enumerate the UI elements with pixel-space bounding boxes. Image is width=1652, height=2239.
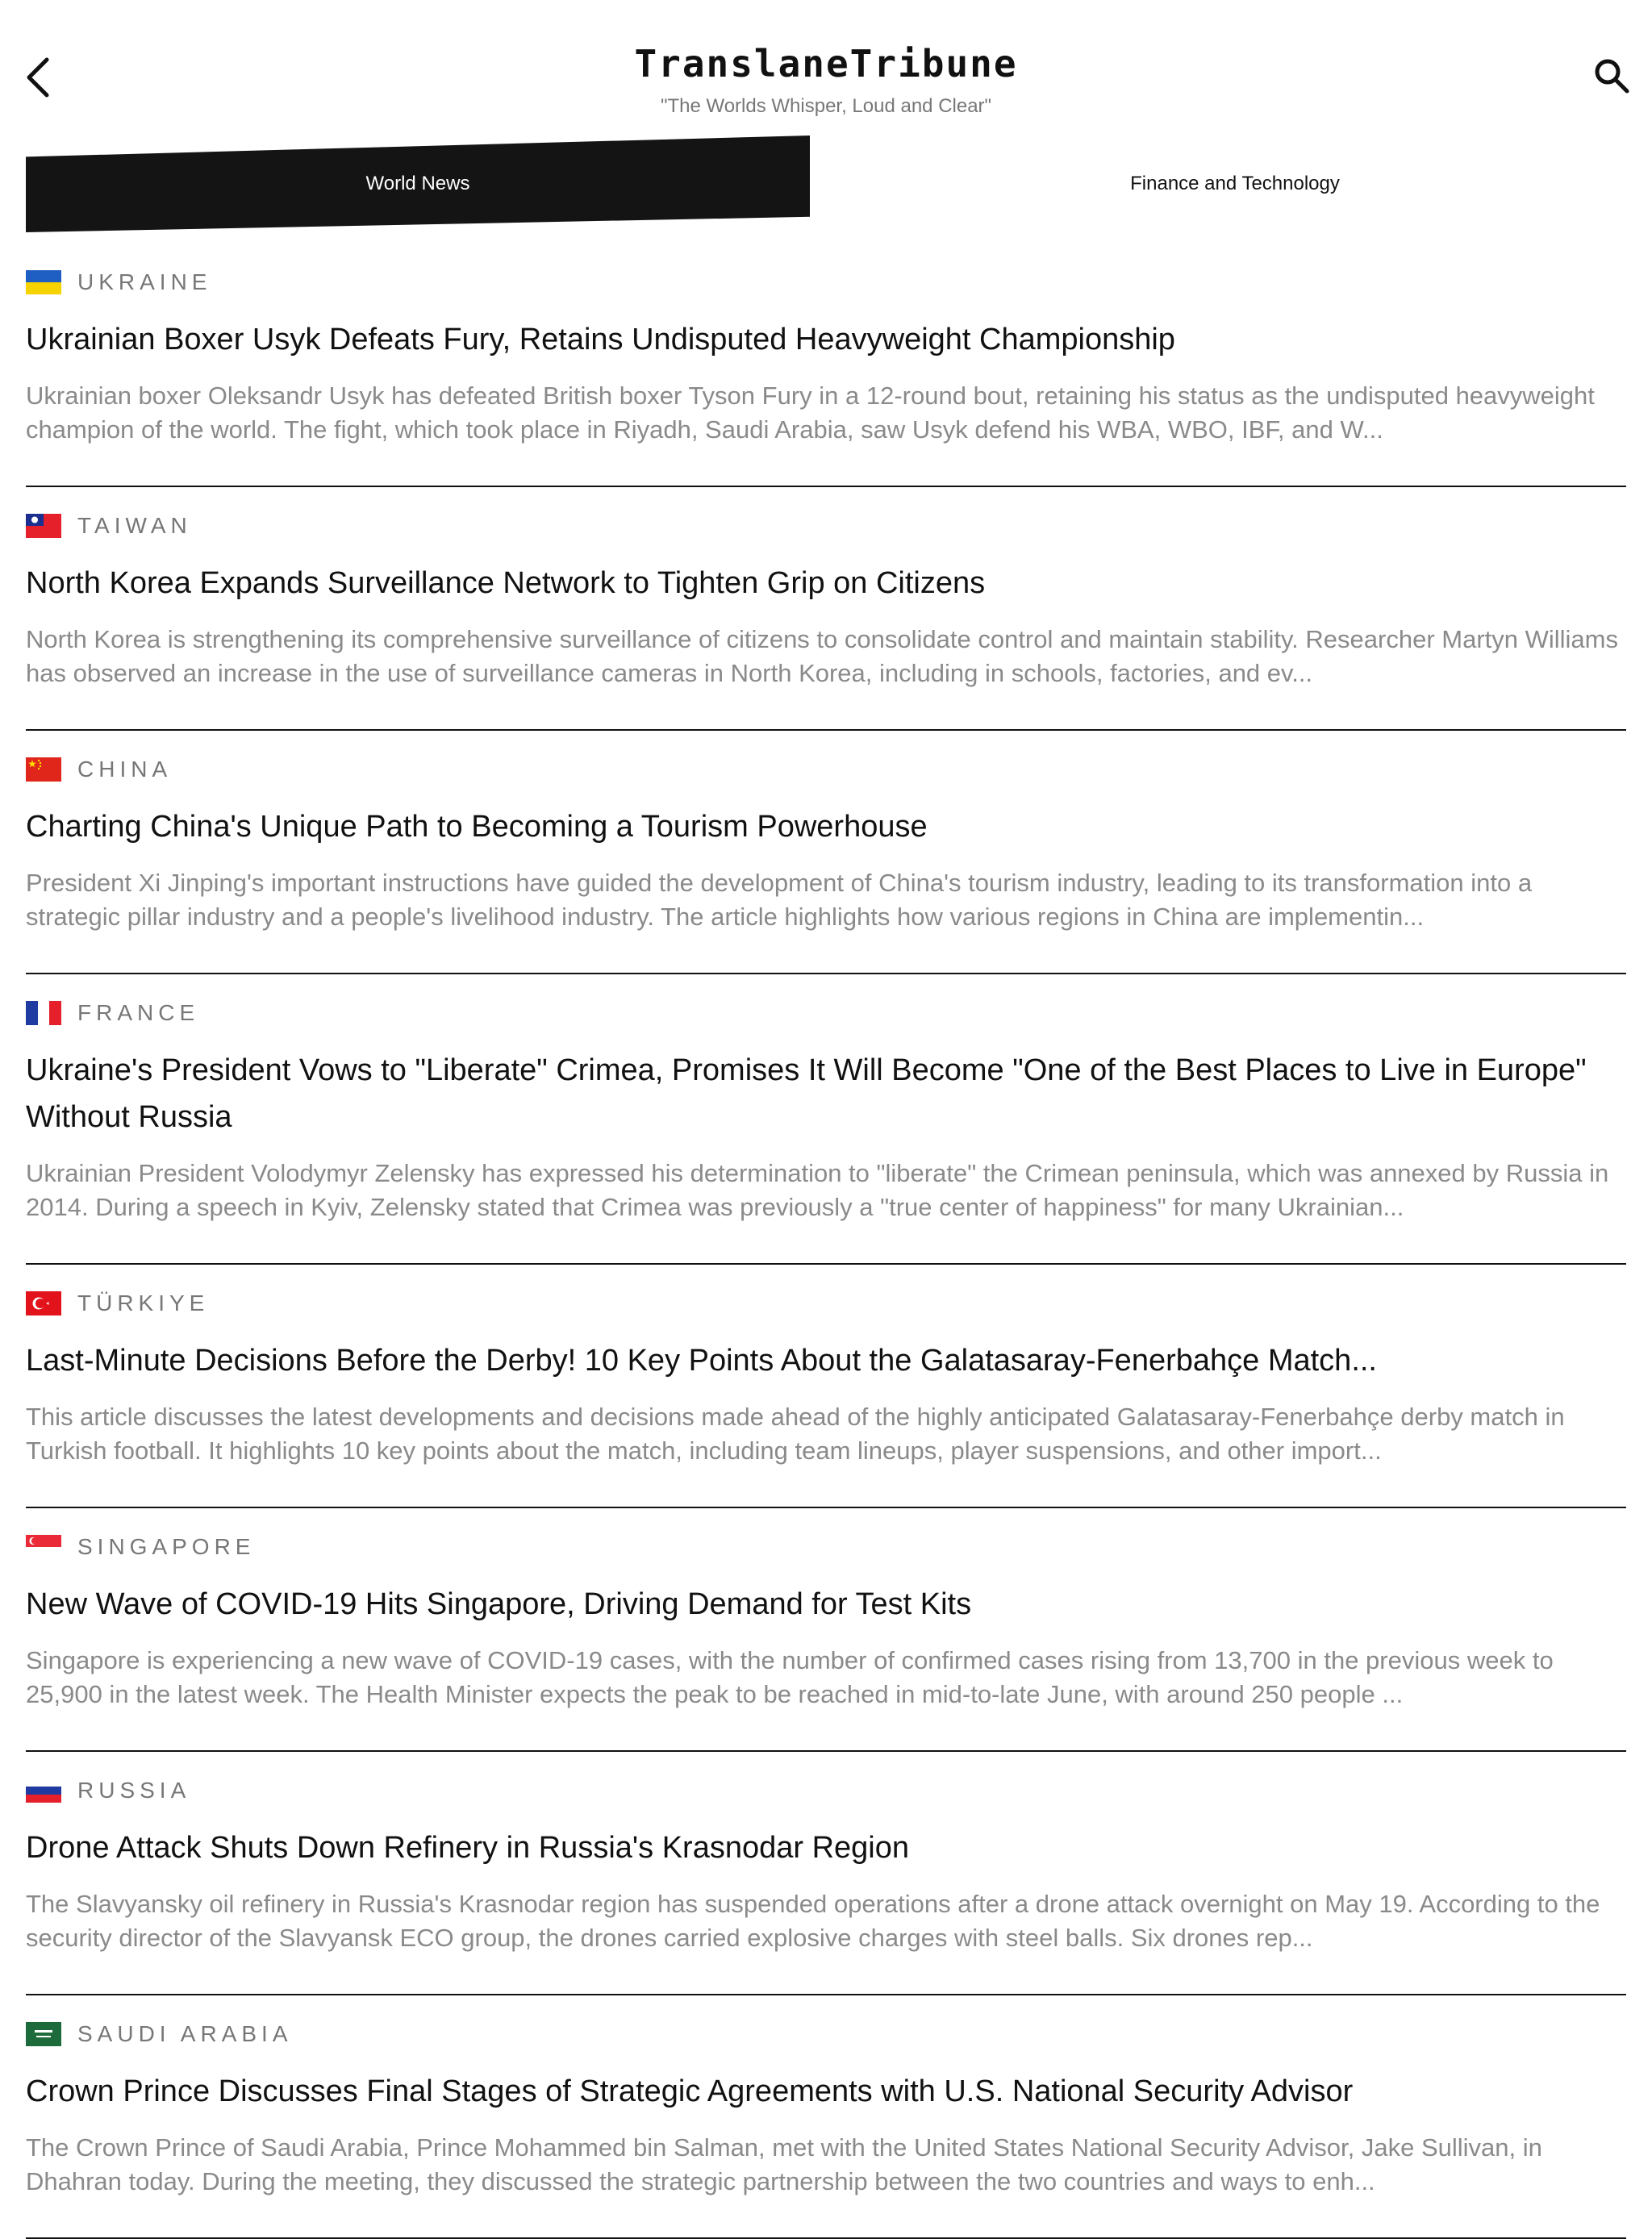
article-item[interactable]	[26, 1508, 1626, 1752]
app-title: TranslaneTribune	[634, 42, 1018, 85]
article-summary: Singapore is experiencing a new wave of COVID-19 cases, with the number of confirmed cases rising from 13,700 in the previous week to 25,900 in the latest week. The Health Minister expects the peak to be reached in mid-to-late June, with around 250 people ...	[26, 1646, 1554, 1708]
country-label: SAUDI ARABIA	[77, 2021, 293, 2046]
country-label: RUSSIA	[77, 1778, 191, 1803]
article-item[interactable]	[26, 244, 1626, 487]
article-meta	[26, 1528, 1626, 1566]
article-headline[interactable]: Last-Minute Decisions Before the Derby! 10 Key Points About the Galatasaray-Fenerbahçe Match...	[26, 1344, 1377, 1378]
flag-ua-icon	[26, 270, 61, 294]
article-headline[interactable]: Ukraine's President Vows to "Liberate" Crimea, Promises It Will Become "One of the Best Places to Live in Europe" Without Russia	[26, 1053, 1587, 1134]
article-headline[interactable]: North Korea Expands Surveillance Network to Tighten Grip on Citizens	[26, 566, 986, 600]
article-summary: Ukrainian President Volodymyr Zelensky has expressed his determination to "liberate" the Crimean peninsula, which was annexed by Russia in 2014. During a speech in Kyiv, Zelensky stated that Crimea was previously a "true center of happiness" for many Ukrainian...	[26, 1159, 1609, 1221]
article-item[interactable]	[26, 487, 1626, 731]
article-headline[interactable]: Drone Attack Shuts Down Refinery in Russia's Krasnodar Region	[26, 1831, 910, 1865]
flag-sg-icon	[26, 1535, 61, 1559]
article-summary: The Crown Prince of Saudi Arabia, Prince Mohammed bin Salman, met with the United States National Security Advisor, Jake Sullivan, in Dhahran today. During the meeting, they discussed the strategic partnership between the two countries and ways to enh...	[26, 2133, 1542, 2195]
article-summary: This article discusses the latest developments and decisions made ahead of the highly anticipated Galatasaray-Fenerbahçe derby match in Turkish football. It highlights 10 key points about the match, including team lineups, player suspensions, and other import...	[26, 1403, 1565, 1465]
article-item[interactable]	[26, 1995, 1626, 2239]
country-label: TAIWAN	[77, 513, 192, 538]
tab-finance-and-technology[interactable]: Finance and Technology	[1130, 173, 1340, 194]
article-item[interactable]	[26, 974, 1626, 1265]
article-meta	[26, 1771, 1626, 1810]
article-summary: North Korea is strengthening its comprehensive surveillance of citizens to consolidate control and maintain stability. Researcher Martyn Williams has observed an increase in the use of surveillance cameras in North Korea, including in schools, factories, and ev...	[26, 625, 1618, 687]
category-tabs	[26, 136, 1626, 236]
article-meta	[26, 1284, 1626, 1323]
flag-fr-icon	[26, 1001, 61, 1025]
article-headline[interactable]: Crown Prince Discusses Final Stages of Strategic Agreements with U.S. National Security Advisor	[26, 2074, 1354, 2108]
article-meta	[26, 750, 1626, 789]
article-summary: The Slavyansky oil refinery in Russia's Krasnodar region has suspended operations after a drone attack overnight on May 19. According to the security director of the Slavyansk ECO group, the drones carried explosive charges with steel balls. Six drones rep...	[26, 1890, 1600, 1952]
flag-tw-icon	[26, 514, 61, 538]
tab-world-news[interactable]: World News	[365, 173, 470, 194]
article-headline[interactable]: New Wave of COVID-19 Hits Singapore, Driving Demand for Test Kits	[26, 1587, 972, 1621]
article-item[interactable]	[26, 1265, 1626, 1508]
article-item[interactable]	[26, 1752, 1626, 1995]
country-label: FRANCE	[77, 1000, 200, 1025]
article-meta	[26, 507, 1626, 545]
article-headline[interactable]: Ukrainian Boxer Usyk Defeats Fury, Retains Undisputed Heavyweight Championship	[26, 323, 1175, 356]
country-label: TÜRKIYE	[77, 1290, 210, 1315]
app-header	[0, 0, 1652, 129]
article-meta	[26, 263, 1626, 302]
article-item[interactable]	[26, 731, 1626, 974]
article-meta	[26, 994, 1626, 1032]
country-label: CHINA	[77, 757, 173, 782]
article-feed	[26, 244, 1626, 2239]
search-button[interactable]	[1592, 56, 1631, 95]
search-icon	[1592, 56, 1631, 95]
flag-sa-icon	[26, 2022, 61, 2046]
country-label: UKRAINE	[77, 269, 212, 294]
article-headline[interactable]: Charting China's Unique Path to Becoming a Tourism Powerhouse	[26, 810, 928, 844]
app-tagline: "The Worlds Whisper, Loud and Clear"	[660, 95, 992, 117]
article-summary: Ukrainian boxer Oleksandr Usyk has defeated British boxer Tyson Fury in a 12-round bout, retaining his status as the undisputed heavyweight champion of the world. The fight, which took place in Riyadh, Saudi Arabia, saw Usyk defend his WBA, WBO, IBF, and W...	[26, 382, 1595, 444]
country-label: SINGAPORE	[77, 1534, 256, 1559]
flag-ru-icon	[26, 1778, 61, 1803]
article-summary: President Xi Jinping's important instructions have guided the development of China's tourism industry, leading to its transformation into a strategic pillar industry and a people's livelihood industry. The article highlights how various regions in China are implementin...	[26, 869, 1533, 931]
flag-cn-icon	[26, 757, 61, 782]
flag-tr-icon	[26, 1291, 61, 1315]
article-meta	[26, 2015, 1626, 2053]
